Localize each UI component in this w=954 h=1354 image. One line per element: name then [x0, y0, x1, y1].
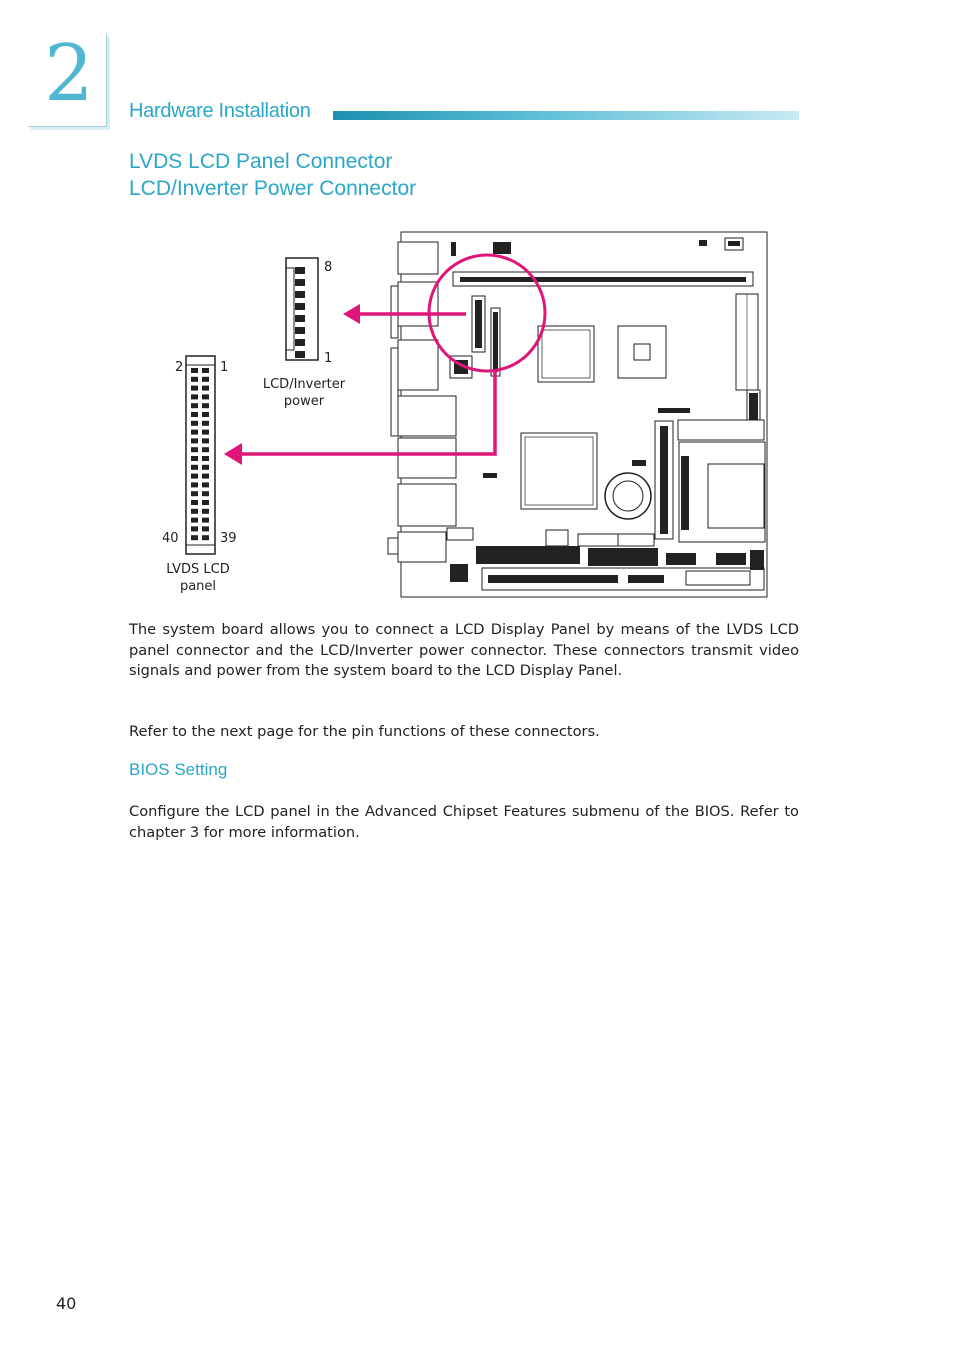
lvds-pin [191, 386, 198, 391]
lvds-pin [191, 509, 198, 514]
lvds-pin [202, 535, 209, 540]
lvds-pin [191, 430, 198, 435]
chapter-number: 2 [44, 29, 94, 119]
section-title-rule [333, 111, 799, 120]
lvds-pin [202, 465, 209, 470]
lvds-pin [191, 482, 198, 487]
lvds-pin [202, 403, 209, 408]
lcd-inverter-connector [286, 258, 318, 360]
lvds-pin [202, 500, 209, 505]
lvds-pin [191, 447, 198, 452]
lvds-pin [191, 535, 198, 540]
lvds-pin [202, 386, 209, 391]
lvds-pin [202, 394, 209, 399]
lvds-pin [202, 482, 209, 487]
lvds-pin [191, 368, 198, 373]
lvds-pin [191, 474, 198, 479]
lvds-pin [202, 447, 209, 452]
lvds-label-2: panel [179, 579, 217, 594]
lvds-pin-40: 40 [162, 531, 179, 546]
lvds-pin [191, 377, 198, 382]
lvds-pin [202, 509, 209, 514]
lvds-pin [202, 456, 209, 461]
lvds-lcd-connector [186, 356, 215, 554]
lvds-pin [191, 526, 198, 531]
lcd-inverter-pin-bottom: 1 [324, 351, 333, 366]
lvds-pin [191, 500, 198, 505]
lvds-label-1: LVDS LCD [166, 562, 230, 577]
lvds-pin [191, 403, 198, 408]
heading-lcd-inverter-power-connector: LCD/Inverter Power Connector [129, 177, 417, 200]
body-paragraph-3: Configure the LCD panel in the Advanced Chipset Features submenu of the BIOS. Refer to chapter 3 for more information. [129, 803, 799, 841]
body-paragraph-1: The system board allows you to connect a LCD Display Panel by means of the LVDS LCD panel connector and the LCD/Inverter power connector. These connectors transmit video signals and power from the system board to the LCD Display Panel. [129, 621, 799, 679]
lcd-inverter-label-2: power [283, 394, 325, 409]
lvds-pin [191, 491, 198, 496]
motherboard-diagram [150, 228, 770, 603]
lcd-inverter-pin-top: 8 [324, 260, 333, 275]
lvds-pin [202, 474, 209, 479]
page-number: 40 [56, 1294, 77, 1313]
lvds-pin [202, 368, 209, 373]
bios-setting-heading: BIOS Setting [129, 760, 228, 779]
lvds-pin [202, 412, 209, 417]
lcd-inverter-label-1: LCD/Inverter [262, 377, 346, 392]
lvds-pin-39: 39 [220, 531, 237, 546]
lvds-pin [191, 465, 198, 470]
heading-lvds-lcd-panel-connector: LVDS LCD Panel Connector [129, 150, 393, 173]
motherboard [388, 232, 767, 597]
body-paragraph-2: Refer to the next page for the pin functions of these connectors. [129, 723, 600, 740]
lvds-pin [202, 438, 209, 443]
lvds-pin [202, 491, 209, 496]
lvds-pin [202, 518, 209, 523]
lvds-pin-1: 1 [220, 360, 229, 375]
section-title: Hardware Installation [129, 100, 311, 122]
lvds-pin [191, 394, 198, 399]
lvds-pin-2: 2 [175, 360, 184, 375]
lvds-pin [202, 430, 209, 435]
lvds-pin [202, 377, 209, 382]
lvds-pin [202, 526, 209, 531]
lvds-pin [191, 412, 198, 417]
lvds-pin [191, 438, 198, 443]
lvds-pin [191, 421, 198, 426]
lvds-pin [191, 518, 198, 523]
lvds-pin [191, 456, 198, 461]
lvds-pin [202, 421, 209, 426]
